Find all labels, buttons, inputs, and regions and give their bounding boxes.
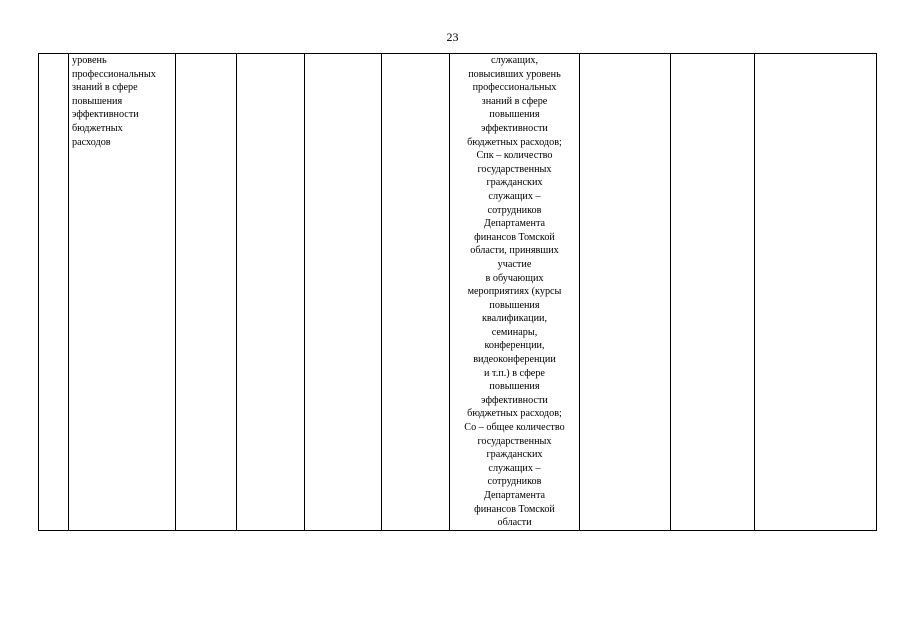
cell-text-line: и т.п.) в сфере (484, 367, 545, 379)
cell-text-line: квалификации, (481, 313, 548, 325)
cell-text-line: служащих – (488, 190, 541, 202)
cell-text-line: эффективности (481, 394, 548, 406)
cell-indicator-name (69, 54, 176, 531)
cell-text-line: знаний в сфере (481, 95, 548, 107)
cell-text-line: видеоконференции (473, 354, 556, 366)
cell-empty (755, 54, 877, 531)
cell-text-line: Департамента (483, 218, 546, 230)
cell-text-line: конференции, (484, 340, 545, 352)
cell-text-line: семинары, (491, 326, 538, 338)
cell-text-line: бюджетных расходов; (467, 408, 562, 420)
cell-text-line: сотрудников (487, 204, 542, 216)
cell-text-line: в обучающих (485, 272, 544, 284)
cell-text-line: повышения (72, 95, 123, 107)
cell-text-line: Со – общее количество (464, 422, 565, 434)
cell-empty (382, 54, 450, 531)
cell-text-line: служащих, (490, 55, 539, 66)
cell-text-line: эффективности (72, 109, 139, 121)
cell-text-line: гражданских (486, 177, 543, 189)
cell-text-line: бюджетных расходов; (467, 136, 562, 148)
cell-text-line: профессиональных (472, 82, 557, 94)
table-row (39, 54, 877, 531)
cell-text-line: области, принявших (470, 245, 559, 257)
page-number: 23 (446, 30, 459, 44)
cell-text-line: расходов (72, 136, 111, 148)
cell-text-line: государственных (477, 435, 552, 447)
cell-number (39, 54, 69, 531)
cell-calculation-method (450, 54, 580, 531)
cell-text-line: профессиональных (72, 68, 156, 80)
cell-text-line: государственных (477, 163, 552, 175)
cell-text-line: бюджетных (72, 122, 123, 134)
cell-empty (176, 54, 237, 531)
cell-text-line: повышения (489, 109, 540, 121)
cell-text-line: уровень (72, 55, 107, 66)
cell-text-line: эффективности (481, 122, 548, 134)
cell-empty (580, 54, 671, 531)
cell-empty (671, 54, 755, 531)
cell-text-line: повышения (489, 299, 540, 311)
cell-text-line: сотрудников (487, 476, 542, 488)
cell-empty (237, 54, 305, 531)
cell-text-line: области (497, 517, 532, 529)
cell-text-line: повышения (489, 381, 540, 393)
cell-text-line: служащих – (488, 462, 541, 474)
cell-text-line: финансов Томской (474, 231, 555, 243)
cell-text-line: мероприятиях (курсы (467, 286, 562, 298)
indicator-table (38, 53, 877, 531)
cell-text-line: Спк – количество (476, 150, 553, 162)
cell-text-line: участие (497, 258, 532, 270)
cell-text-line: гражданских (486, 449, 543, 461)
cell-text-line: знаний в сфере (72, 82, 138, 94)
cell-text-line: повысивших уровень (468, 68, 561, 80)
cell-text-line: Департамента (483, 490, 546, 501)
cell-empty (305, 54, 382, 531)
cell-text-line: финансов Томской (474, 503, 555, 515)
